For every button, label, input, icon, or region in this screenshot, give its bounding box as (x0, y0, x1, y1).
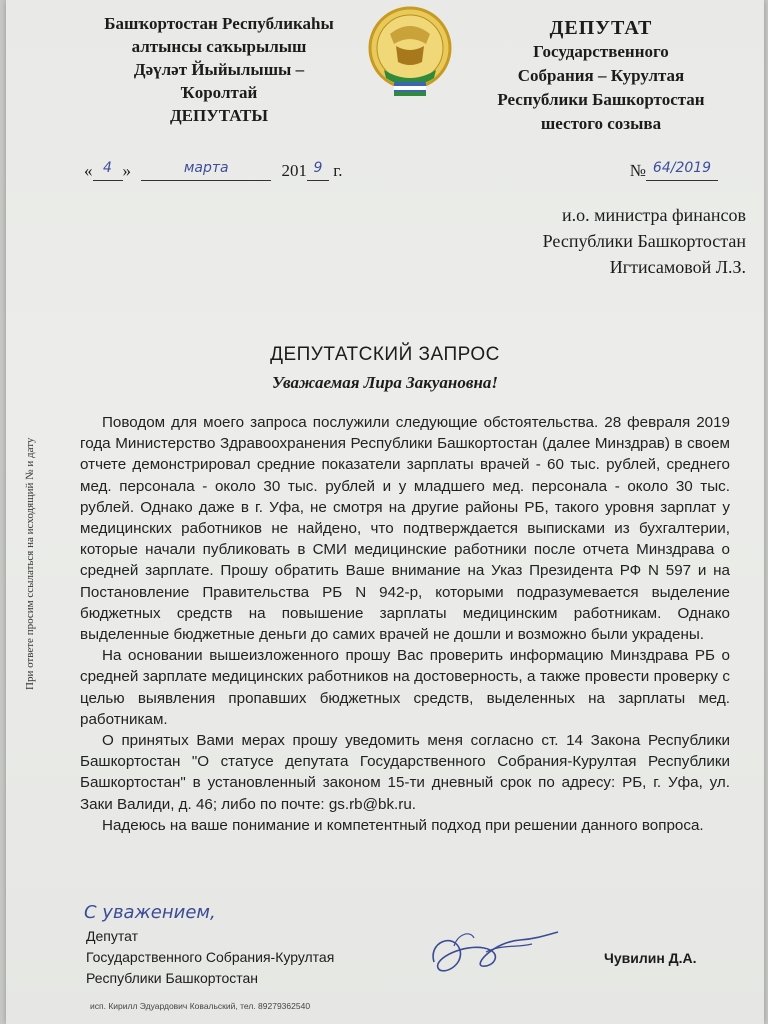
addressee-line: и.о. министра финансов (561, 205, 746, 225)
date-line (84, 160, 744, 186)
letter-page (6, 0, 764, 1024)
header-bashkir-line: Башҡортостан Республикаһы (104, 14, 334, 33)
addressee-line: Республики Башкортостан (542, 231, 746, 251)
number-label: № (629, 161, 646, 180)
header-russian-line: шестого созыва (540, 114, 662, 133)
outgoing-number (630, 160, 718, 181)
number-value: 64/2019 (646, 160, 718, 181)
coat-of-arms-icon (366, 4, 454, 104)
signature-title-line: Республики Башкортостан (86, 970, 259, 986)
body-paragraph: Надеюсь на ваше понимание и компетентный подход при решении данного вопроса. (102, 816, 704, 834)
salutation: Уважаемая Лира Закуановна! (271, 373, 498, 392)
signatory-name: Чувилин Д.А. (604, 950, 697, 966)
header-bashkir-line: ДЕПУТАТЫ (169, 106, 269, 125)
body-paragraph: Поводом для моего запроса послужили следующие обстоятельства. 28 февраля 2019 года Министерство Здравоохранения Республики Башкортостан (далее Минздрав) в своем отчете демонстрировал средние показатели зарплаты врачей - 60 тыс. рублей, среднего мед. персонала - около 30 тыс. рублей и у младшего мед. персонала - около 30 тыс. рублей. Однако даже в г. Уфа, не смотря на другие районы РБ, такого уровня зарплат у медицинских работников не найдено, что подтверждается выписками из бухгалтерии, которые начали публиковать в СМИ медицинские работники после отчета Минздрава о средней зарплате. Прошу обратить Ваше внимание на Указ Президента РФ N 597 и на Постановление Правительства РБ N 942-р, которыми подразумевается выделение бюджетных средств на повышение зарплаты медицинским работникам. Однако выделенные бюджетные деньги до самих врачей не дошли и возможно были украдены. (80, 414, 730, 644)
body-paragraph: На основании вышеизложенного прошу Вас проверить информацию Минздрава РБ о средней зарплате медицинских работников на достоверность, а также провести проверку с целью выявления пропавших бюджетных средств, выделенных на зарплаты мед. работникам. (80, 647, 730, 728)
signature-title-block (86, 926, 406, 989)
side-note: При ответе просим ссылаться на исходящий № и дату (24, 437, 36, 690)
footer-contact: исп. Кирилл Эдуардович Ковальский, тел. 89279362540 (90, 1001, 311, 1011)
document-title: ДЕПУТАТСКИЙ ЗАПРОС (270, 344, 500, 365)
date-year-digit: 9 (307, 160, 329, 181)
header-russian-title: ДЕПУТАТ (549, 17, 653, 39)
header-russian-line: Республики Башкортостан (497, 90, 705, 109)
header-bashkir-line: Ҡоролтай (180, 83, 258, 102)
signature-title-line: Государственного Собрания-Курултая (86, 949, 335, 965)
addressee-line: Игтисамовой Л.З. (609, 257, 746, 277)
header-bashkir (64, 12, 374, 127)
date-day: 4 (93, 160, 123, 181)
signature-title-line: Депутат (86, 928, 138, 944)
body-paragraph: О принятых Вами мерах прошу уведомить меня согласно ст. 14 Закона Республики Башкортостан "О статусе депутата Государственного Собрания-Курултая Республики Башкортостан" в установленный законом 15-ти дневный срок по адресу: РБ, г. Уфа, ул. Заки Валиди, д. 46; либо по почте: gs.rb@bk.ru. (80, 732, 730, 813)
header-bashkir-line: алтынсы саҡырылыш (131, 37, 307, 56)
header-russian (476, 16, 726, 136)
header-russian-line: Государственного (533, 42, 669, 61)
handwritten-signature-icon (424, 922, 564, 982)
letter-body (80, 412, 730, 836)
header-bashkir-line: Дәүләт Йыйылышы – (133, 60, 305, 79)
handwritten-greeting: С уважением, (84, 902, 216, 923)
header-russian-line: Собрания – Курултая (517, 66, 685, 85)
date-year-prefix: 201 (281, 161, 307, 180)
date-month: марта (141, 160, 271, 181)
date-year-suffix: г. (333, 161, 343, 180)
date-close-quote: » (122, 161, 131, 180)
date-open-quote: « (84, 161, 93, 180)
addressee-block (426, 202, 746, 280)
